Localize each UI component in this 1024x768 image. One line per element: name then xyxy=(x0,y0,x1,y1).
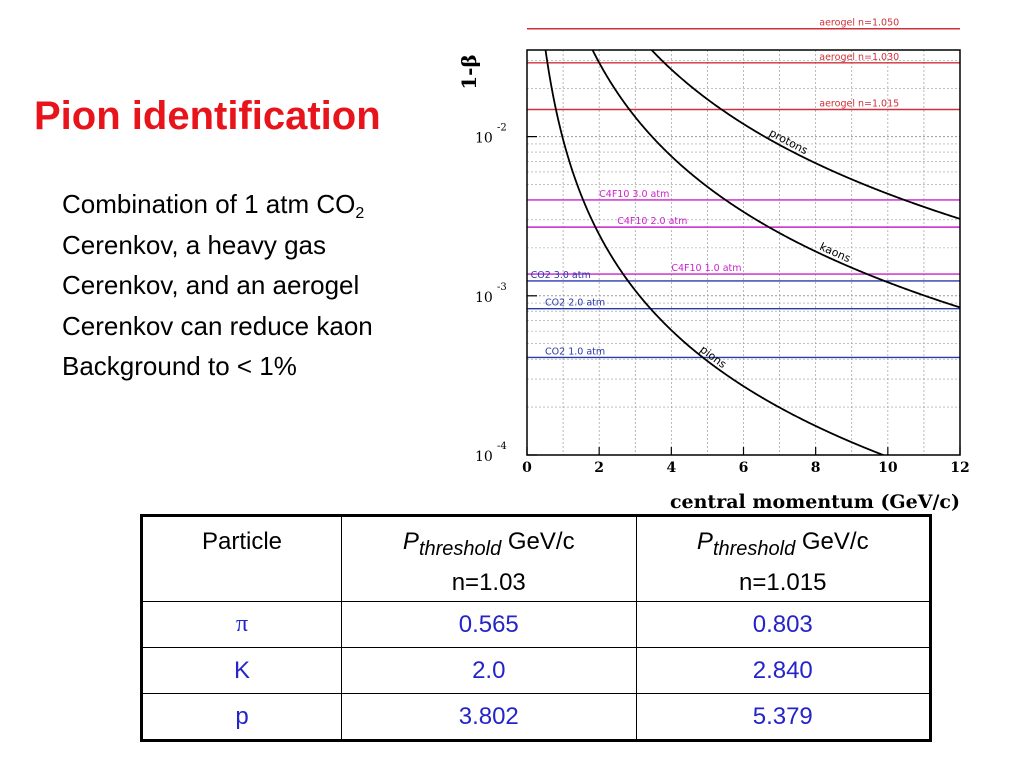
cell-threshold-103: 0.565 xyxy=(342,602,637,648)
x-tick-label: 2 xyxy=(594,460,605,476)
y-tick-label: 10 xyxy=(475,449,493,465)
threshold-label: aerogel n=1.015 xyxy=(819,98,900,110)
cell-threshold-1015: 2.840 xyxy=(636,648,931,694)
description-line: Combination of 1 atm $CO_2$ xyxy=(62,189,365,222)
description-line: Cerenkov, and an aerogel xyxy=(62,270,360,300)
header-threshold-103: $P_{threshold}$ GeV/c n=1.03 xyxy=(342,516,637,602)
x-axis-label: central momentum (GeV/c) xyxy=(669,491,960,513)
description-line: Cerenkov can reduce kaon xyxy=(62,310,373,341)
threshold-label: aerogel n=1.050 xyxy=(819,17,900,29)
curve-kaons xyxy=(551,0,959,307)
table-row xyxy=(142,648,931,694)
threshold-label: C4F10 2.0 atm xyxy=(617,216,688,228)
threshold-label: CO2 2.0 atm xyxy=(545,297,606,309)
table-row xyxy=(142,602,931,648)
cell-threshold-1015: 5.379 xyxy=(636,694,931,741)
cell-particle: p xyxy=(142,694,342,741)
curve-label-protons: protons xyxy=(766,126,810,158)
table-row xyxy=(142,694,931,741)
threshold-label: C4F10 1.0 atm xyxy=(671,263,742,275)
x-tick-label: 6 xyxy=(738,460,749,476)
x-tick-label: 4 xyxy=(666,460,677,476)
y-tick-label: 10 xyxy=(475,289,493,306)
y-tick-label: 10 xyxy=(475,130,493,147)
y-axis-label: 1-β xyxy=(457,54,481,90)
cell-threshold-103: 3.802 xyxy=(342,694,637,741)
curve-labels xyxy=(697,126,852,371)
grid-lines xyxy=(527,50,960,455)
threshold-label: C4F10 3.0 atm xyxy=(599,188,670,200)
particle-curves xyxy=(534,0,960,482)
header-particle: Particle xyxy=(142,516,342,602)
threshold-label: CO2 1.0 atm xyxy=(545,346,606,358)
page-title: Pion identification xyxy=(34,94,381,138)
cell-threshold-103: 2.0 xyxy=(342,648,637,694)
threshold-label: CO2 3.0 atm xyxy=(530,269,591,281)
header-threshold-1015: $P_{threshold}$ GeV/c n=1.015 xyxy=(636,516,931,602)
cell-particle: K xyxy=(142,648,342,694)
description-line: Background to < 1% xyxy=(62,351,297,381)
co2-subscript: 2 xyxy=(355,205,365,222)
y-tick-exponent: -4 xyxy=(497,441,507,452)
y-tick-exponent: -2 xyxy=(497,122,507,134)
table-header-row xyxy=(142,516,931,602)
cell-particle: π xyxy=(142,602,342,648)
threshold-label: aerogel n=1.030 xyxy=(819,51,900,63)
curve-label-pions: pions xyxy=(697,342,729,372)
threshold-table xyxy=(140,514,932,742)
x-ticks xyxy=(522,447,970,476)
curve-label-kaons: kaons xyxy=(817,240,853,266)
x-tick-label: 12 xyxy=(950,460,970,476)
cell-threshold-1015: 0.803 xyxy=(636,602,931,648)
description-line: Cerenkov, a heavy gas xyxy=(62,229,326,260)
x-tick-label: 10 xyxy=(878,460,898,476)
x-tick-label: 8 xyxy=(810,460,821,476)
curve-pions xyxy=(534,0,960,482)
y-tick-exponent: -3 xyxy=(497,281,507,293)
x-tick-label: 0 xyxy=(522,460,532,476)
